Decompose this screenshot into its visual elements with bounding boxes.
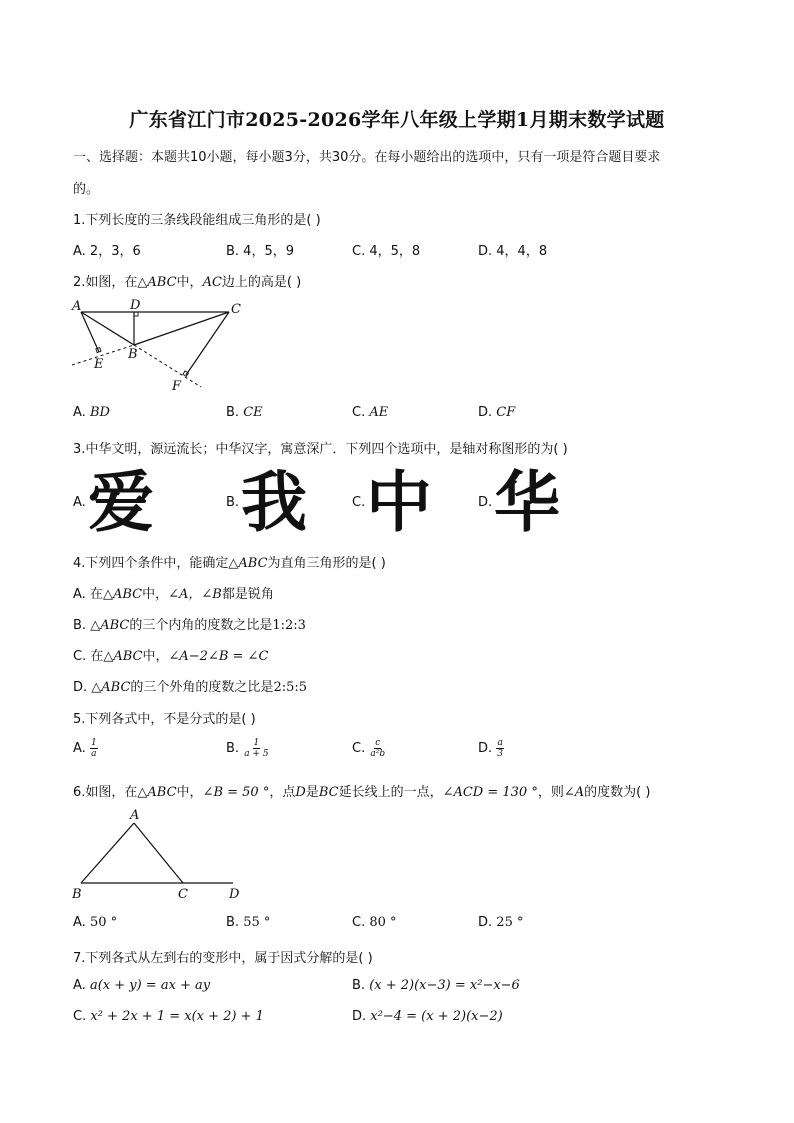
q2-label-c: C	[231, 302, 241, 317]
q2-label-d: D	[130, 298, 141, 313]
section-heading-cont: 的。	[73, 182, 100, 197]
q2-stem-mid: 中，	[176, 275, 203, 290]
q2-option-a	[73, 405, 110, 420]
q6-option-d-letter: D.	[478, 915, 493, 930]
q6-option-d	[478, 915, 523, 930]
q5-option-a-letter: A.	[73, 741, 86, 756]
q2-triangle-symbol: △	[137, 275, 148, 290]
q5-option-d-letter: D.	[478, 741, 493, 756]
q5-option-c-fraction	[369, 738, 386, 759]
question-3-stem: 3.中华文明，源远流长；中华汉字，寓意深广．下列四个选项中，是轴对称图形的为( )	[73, 442, 568, 457]
q3-char-hua: 华	[494, 464, 560, 541]
q1-option-a: A. 2，3，6	[73, 244, 141, 259]
q6-label-a: A	[130, 808, 140, 823]
q6-line-ab	[81, 823, 134, 883]
q5-d-numerator: a	[497, 738, 503, 748]
q7-option-d-letter: D.	[352, 1009, 367, 1024]
q2-option-b	[226, 405, 263, 420]
q4-a-triangle-name: ABC	[112, 587, 143, 602]
q2-option-b-letter: B.	[226, 405, 240, 420]
q5-a-numerator: 1	[90, 738, 97, 748]
q4-c-prefix: C. 在	[73, 649, 104, 664]
q6-option-d-value: 25 °	[496, 915, 524, 930]
q3-option-b-letter: B.	[226, 495, 240, 510]
q6-option-c-letter: C.	[352, 915, 366, 930]
question-6-stem	[73, 781, 650, 800]
q5-option-c-letter: C.	[352, 741, 366, 756]
q6-label-d: D	[229, 887, 240, 902]
q5-b-numerator: 1	[253, 738, 260, 748]
q4-d-prefix: D.	[73, 680, 92, 695]
page-title: 广东省江门市2025-2026学年八年级上学期1月期末数学试题	[129, 109, 665, 131]
q4-c-triangle-name: ABC	[113, 649, 143, 664]
q4-c-mid: 中，	[142, 649, 169, 664]
q3-option-d-letter: D.	[478, 495, 493, 510]
q5-c-numerator: c	[375, 738, 381, 748]
q4-b-prefix: B.	[73, 618, 91, 633]
q2-stem-prefix: 2.如图，在	[73, 275, 138, 290]
q5-option-a-fraction	[90, 738, 98, 759]
q2-option-b-value: CE	[243, 405, 263, 420]
q6-text-3: 是	[305, 785, 319, 800]
q4-b-triangle-name: ABC	[100, 618, 130, 633]
q1-option-b: B. 4，5，9	[226, 244, 294, 259]
q2-line-ab-extended	[134, 345, 201, 387]
q6-option-c	[352, 915, 397, 930]
q2-option-d-value: CF	[496, 405, 516, 420]
q4-b-ratio: 1:2:3	[272, 618, 306, 633]
q2-line-cf	[186, 312, 229, 375]
question-4-stem	[73, 552, 386, 571]
q2-label-a: A	[72, 299, 82, 314]
q4-d-ratio: 2:5:5	[273, 680, 308, 695]
q2-side-name: AC	[202, 275, 222, 290]
q3-char-ai: 爱	[88, 464, 154, 541]
q2-option-c	[352, 405, 388, 420]
section-heading: 一、选择题：本题共10小题，每小题3分，共30分。在每小题给出的选项中，只有一项是符合题目要求	[73, 150, 661, 165]
q6-stem-prefix: 6.如图，在	[73, 785, 138, 800]
q2-option-a-value: BD	[89, 405, 110, 420]
q6-option-a-letter: A.	[73, 915, 86, 930]
q3-option-a-letter: A.	[73, 495, 86, 510]
q5-option-d-fraction	[496, 738, 504, 759]
q3-char-wo: 我	[241, 464, 307, 541]
q4-option-c	[73, 645, 268, 664]
q4-option-d	[73, 676, 307, 695]
q6-option-b	[226, 915, 270, 930]
q6-line-ac	[134, 823, 183, 883]
q2-option-a-letter: A.	[73, 405, 86, 420]
q5-option-b-letter: B.	[226, 741, 240, 756]
q6-option-a-value: 50 °	[89, 915, 118, 930]
q4-triangle-symbol: △	[228, 556, 239, 571]
q3-char-zhong: 中	[366, 464, 432, 541]
q7-option-b	[352, 978, 520, 993]
q4-triangle-name: ABC	[238, 556, 268, 571]
q1-option-c: C. 4，5，8	[352, 244, 421, 259]
q2-label-e: E	[94, 357, 104, 372]
q6-option-a	[73, 915, 117, 930]
q7-option-c-expression: x² + 2x + 1 = x(x + 2) + 1	[90, 1009, 264, 1024]
q6-figure	[66, 805, 256, 905]
q1-option-d: D. 4，4，8	[478, 244, 548, 259]
q4-b-triangle-symbol: △	[90, 618, 101, 633]
q7-option-a	[73, 978, 210, 993]
q6-text-4: 延长线上的一点，	[338, 785, 443, 800]
q6-option-b-value: 55 °	[243, 915, 271, 930]
q6-triangle-symbol: △	[137, 785, 148, 800]
q4-option-b	[73, 614, 306, 633]
q5-option-c	[352, 738, 386, 759]
q7-option-a-letter: A.	[73, 978, 86, 993]
q2-label-b: B	[128, 347, 138, 362]
q5-c-denominator: a²b	[370, 749, 386, 759]
q2-label-f: F	[172, 379, 182, 394]
q4-stem-suffix: 为直角三角形的是( )	[267, 556, 386, 571]
q6-label-b: B	[72, 887, 82, 902]
q2-figure	[66, 293, 266, 395]
q4-a-prefix: A. 在	[73, 587, 103, 602]
q7-option-b-expression: (x + 2)(x−3) = x²−x−6	[369, 978, 520, 993]
q5-option-b-fraction	[243, 738, 269, 759]
q4-b-suffix: 的三个内角的度数之比是	[129, 618, 273, 633]
q4-a-mid: 中，	[142, 587, 169, 602]
q6-option-b-letter: B.	[226, 915, 240, 930]
q7-option-c-letter: C.	[73, 1009, 87, 1024]
q4-stem-prefix: 4.下列四个条件中，能确定	[73, 556, 229, 571]
q6-option-c-value: 80 °	[369, 915, 397, 930]
q5-option-d	[478, 738, 504, 759]
q6-text-1: 中，	[176, 785, 203, 800]
q2-line-bc	[134, 312, 229, 345]
q6-text-6: 的度数为( )	[584, 785, 651, 800]
q6-angle-acd: ∠ACD = 130 °	[442, 785, 538, 800]
q5-option-b	[226, 738, 270, 759]
q4-d-triangle-symbol: △	[91, 680, 102, 695]
q3-option-c-letter: C.	[352, 495, 366, 510]
question-5-stem: 5.下列各式中，不是分式的是( )	[73, 712, 256, 727]
q6-angle-a: ∠A	[563, 785, 585, 800]
q2-option-d	[478, 405, 515, 420]
q2-option-c-letter: C.	[352, 405, 366, 420]
q5-b-denominator: a + 5	[244, 749, 269, 759]
q5-d-denominator: 3	[497, 749, 504, 759]
q5-a-denominator: a	[91, 749, 97, 759]
q4-a-suffix: 都是锐角	[221, 587, 274, 602]
q4-c-triangle-symbol: △	[103, 649, 114, 664]
q4-option-a	[73, 583, 274, 602]
question-2-stem	[73, 271, 301, 290]
q7-option-c	[73, 1009, 264, 1024]
q4-d-triangle-name: ABC	[101, 680, 131, 695]
q4-a-angles: ∠A，∠B	[168, 587, 222, 602]
q6-text-2: ，点	[269, 785, 296, 800]
q6-label-c: C	[178, 887, 188, 902]
q6-angle-b: ∠B = 50 °	[202, 785, 270, 800]
q6-segment-bc: BC	[318, 785, 339, 800]
q4-c-expression: ∠A−2∠B = ∠C	[168, 649, 269, 664]
q2-stem-suffix: 边上的高是( )	[221, 275, 302, 290]
question-7-stem: 7.下列各式从左到右的变形中，属于因式分解的是( )	[73, 951, 373, 966]
q2-triangle-name: ABC	[147, 275, 177, 290]
q7-option-d	[352, 1009, 503, 1024]
q5-option-a	[73, 738, 98, 759]
q4-d-suffix: 的三个外角的度数之比是	[130, 680, 274, 695]
q4-a-triangle-symbol: △	[102, 587, 113, 602]
question-1-stem: 1.下列长度的三条线段能组成三角形的是( )	[73, 213, 321, 228]
q7-option-b-letter: B.	[352, 978, 366, 993]
q6-triangle-name: ABC	[147, 785, 177, 800]
q6-text-5: ，则	[537, 785, 564, 800]
q7-option-a-expression: a(x + y) = ax + ay	[89, 978, 211, 993]
q7-option-d-expression: x²−4 = (x + 2)(x−2)	[370, 1009, 503, 1024]
q2-option-c-value: AE	[369, 405, 389, 420]
q2-option-d-letter: D.	[478, 405, 493, 420]
q6-point-d: D	[295, 785, 306, 800]
